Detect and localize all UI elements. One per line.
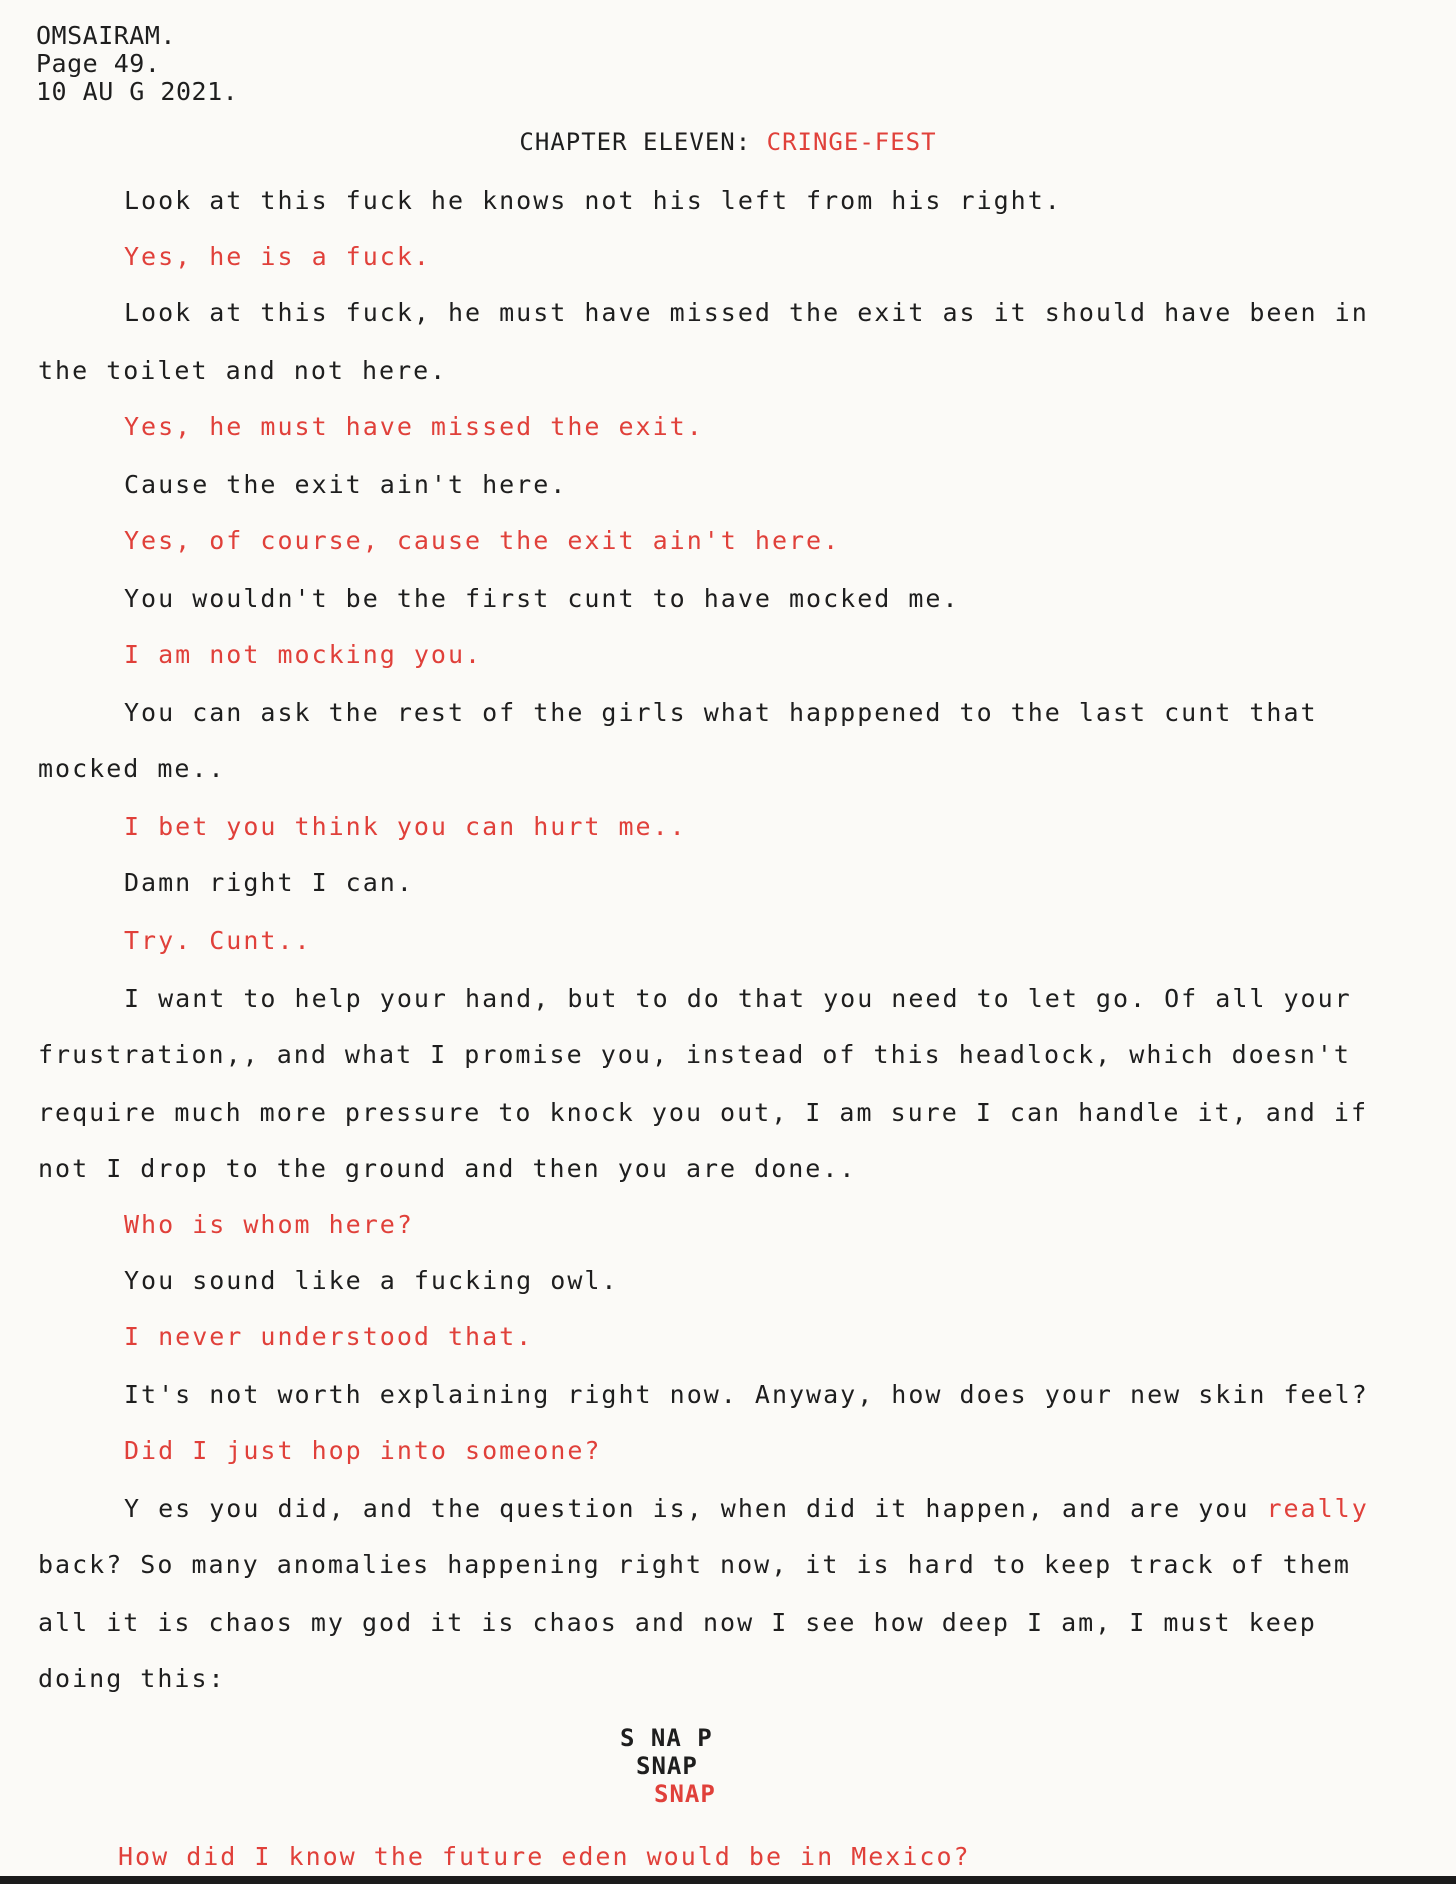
text-line: Did I just hop into someone? [124, 1436, 602, 1465]
text-line: require much more pressure to knock you out, I am sure I can handle it, and if [38, 1098, 1368, 1127]
chapter-prefix: CHAPTER ELEVEN: [519, 128, 752, 156]
footer-text-line: How did I know the future eden would be in Mexico? [118, 1842, 971, 1871]
text-line: Try. Cunt.. [124, 926, 312, 955]
text-line: Yes, he is a fuck. [124, 242, 431, 271]
text-line: Yes, of course, cause the exit ain't here. [124, 526, 841, 555]
chapter-heading [0, 128, 1456, 156]
text-line: I am not mocking you. [124, 640, 483, 669]
text-line-black-part: Y es you did, and the question is, when did it happen, and are you [124, 1494, 1250, 1523]
snap-word: SNAP [654, 1780, 716, 1808]
header-date: 10 AU G 2021. [36, 77, 239, 106]
text-line: Damn right I can. [124, 868, 414, 897]
text-line: Look at this fuck, he must have missed the exit as it should have been in [124, 298, 1369, 327]
header-title: OMSAIRAM. [36, 21, 176, 50]
page-header [36, 22, 238, 106]
text-line: I never understood that. [124, 1322, 534, 1351]
text-line: You sound like a fucking owl. [124, 1266, 619, 1295]
text-line: Look at this fuck he knows not his left from his right. [124, 186, 1062, 215]
text-line-mixed [124, 1494, 1369, 1524]
text-line: not I drop to the ground and then you are done.. [38, 1154, 857, 1183]
text-line: the toilet and not here. [38, 356, 448, 385]
text-line: frustration,, and what I promise you, instead of this headlock, which doesn't [38, 1040, 1351, 1069]
text-line: Cause the exit ain't here. [124, 470, 568, 499]
text-line: I want to help your hand, but to do that you need to let go. Of all your [124, 984, 1352, 1013]
text-line: You wouldn't be the first cunt to have mocked me. [124, 584, 960, 613]
text-line: It's not worth explaining right now. Anyway, how does your new skin feel? [124, 1380, 1369, 1409]
text-line: I bet you think you can hurt me.. [124, 812, 687, 841]
chapter-title: CRINGE-FEST [766, 128, 937, 156]
text-line: back? So many anomalies happening right now, it is hard to keep track of them [38, 1550, 1351, 1579]
snap-word: SNAP [636, 1752, 698, 1780]
text-line: doing this: [38, 1664, 226, 1693]
page-bottom-edge [0, 1876, 1456, 1884]
text-line: all it is chaos my god it is chaos and now I see how deep I am, I must keep [38, 1608, 1317, 1637]
text-line: Who is whom here? [124, 1210, 414, 1239]
text-line: You can ask the rest of the girls what happpened to the last cunt that [124, 698, 1318, 727]
header-page-number: Page 49. [36, 49, 161, 78]
text-line: mocked me.. [38, 754, 226, 783]
text-line-red-part: really [1266, 1494, 1369, 1523]
snap-word: S NA P [620, 1724, 713, 1752]
text-line: Yes, he must have missed the exit. [124, 412, 704, 441]
